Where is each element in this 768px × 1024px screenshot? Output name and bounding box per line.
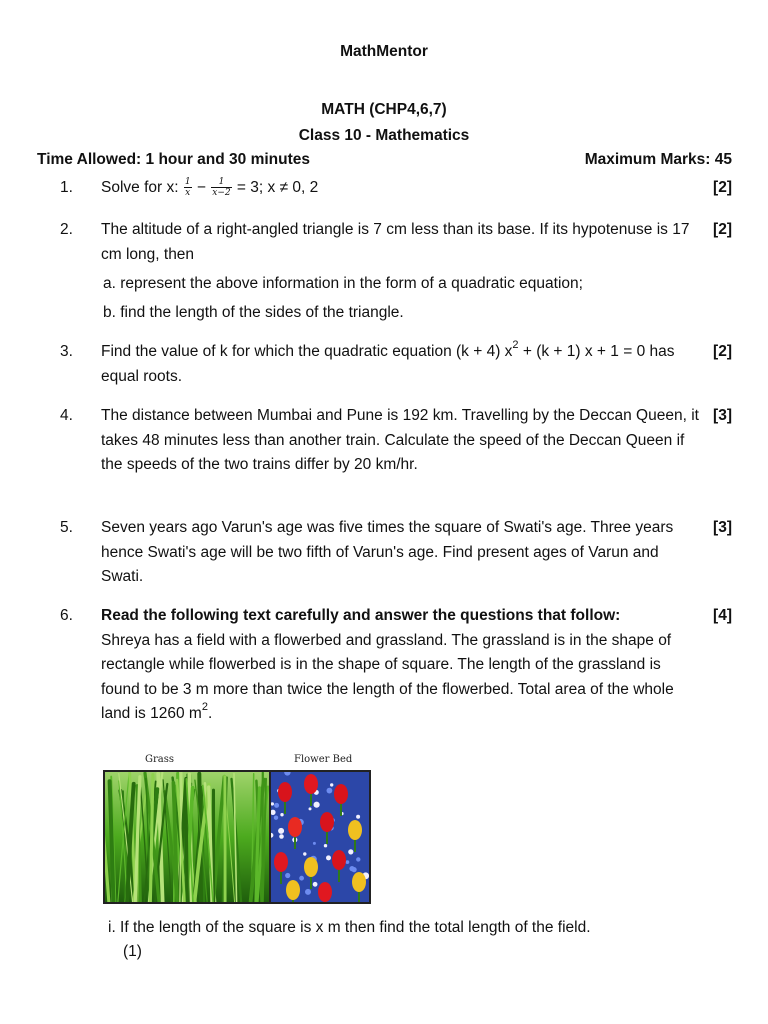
small-flower [274, 816, 278, 820]
time-allowed: Time Allowed: 1 hour and 30 minutes [37, 151, 311, 168]
fraction: $\frac{1}{x}$ [184, 177, 191, 199]
question-marks: [3] [713, 519, 732, 536]
tulip [320, 812, 334, 832]
class-line: Class 10 - Mathematics [298, 127, 470, 144]
tulip [334, 784, 348, 804]
grass-blade [186, 790, 188, 902]
small-flower [305, 889, 311, 895]
tulip [304, 774, 318, 794]
tulip-stem [326, 830, 328, 844]
tulip [348, 820, 362, 840]
question-text: The altitude of a right-angled triangle is 7 cm less than its base. If its hypotenuse is 17 cm long, then [101, 221, 690, 263]
case-study-body: Shreya has a field with a flowerbed and grassland. The grassland is in the shape of rectangle while flowerbed is in the shape of square. The length of the grassland is found to be 3 m more than twice the length of the flowerbed. Total area of the whole land is 1260 $m^2$. [101, 631, 674, 722]
small-flower [313, 882, 318, 887]
brand-title: MathMentor [340, 43, 428, 60]
tulip-stem [284, 800, 286, 814]
grass-label: Grass [145, 754, 174, 765]
tulip-stem [294, 835, 296, 849]
grass-photo [103, 770, 271, 904]
question-text: Find the value of k for which the quadratic equation (k + 4) $x^2 + (k + 1) x + 1 = 0$ has equal roots. [101, 339, 675, 385]
question-2-sub-a: a. represent the above information in the form of a quadratic equation; [103, 275, 583, 292]
maximum-marks: Maximum Marks: 45 [584, 151, 732, 168]
fraction: $\frac{1}{x-2}$ [212, 177, 231, 199]
small-flower [309, 807, 312, 810]
field-illustration [103, 754, 371, 906]
small-flower [356, 857, 360, 861]
tulip-stem [310, 792, 312, 806]
question-number: 5. [60, 519, 73, 536]
small-flower [279, 834, 284, 839]
case-study-heading: Read the following text carefully and answer the questions that follow: [101, 607, 621, 624]
small-flower [348, 849, 353, 854]
question-text [101, 604, 699, 727]
tulip [286, 880, 300, 900]
question-number: 6. [60, 607, 73, 624]
tulip [274, 852, 288, 872]
flower-bed-drawing [271, 772, 369, 902]
question-marks: [2] [713, 179, 732, 196]
question-2-sub-b: b. find the length of the sides of the triangle. [103, 304, 404, 321]
question-marks: [3] [713, 407, 732, 424]
small-flower [352, 867, 357, 872]
question-text: Solve for x: $\frac{1}{x}$ − $\frac{1}{x-2}$ = 3; x ≠ 0, 2 [101, 177, 319, 199]
tulip-stem [340, 802, 342, 816]
question-number: 3. [60, 343, 73, 360]
small-flower [346, 860, 350, 864]
flower-bed-photo [269, 770, 371, 904]
tulip [352, 872, 366, 892]
question-number: 4. [60, 407, 73, 424]
small-flower [299, 876, 304, 881]
flower-bed-label: Flower Bed [294, 754, 353, 765]
question-marks: [2] [713, 221, 732, 238]
small-flower [314, 802, 320, 808]
grass-drawing [105, 772, 269, 902]
question-text: The distance between Mumbai and Pune is 192 km. Travelling by the Deccan Queen, it takes 48 minutes less than another train. Calculate the speed of the Deccan Queen if the speeds of the two trains differ by 20 km/hr. [101, 407, 699, 473]
tulip-stem [310, 875, 312, 889]
tulip [332, 850, 346, 870]
small-flower [274, 803, 279, 808]
tulip [288, 817, 302, 837]
question-text: Seven years ago Varun's age was five times the square of Swati's age. Three years hence Swati's age will be two fifth of Varun's age. Find present ages of Varun and Swati. [101, 519, 674, 585]
tulip [304, 857, 318, 877]
question-number: 1. [60, 179, 73, 196]
tulip [278, 782, 292, 802]
paper-title: MATH (CHP4,6,7) [321, 101, 447, 118]
small-flower [356, 815, 360, 819]
question-number: 2. [60, 221, 73, 238]
small-flower [278, 828, 284, 834]
question-marks: [2] [713, 343, 732, 360]
small-flower [280, 813, 283, 816]
tulip [318, 882, 332, 902]
small-flower [313, 842, 316, 845]
question-6-sub-i: i. If the length of the square is x m then find the total length of the field. [108, 919, 591, 936]
question-6-sub-i-marks: (1) [123, 943, 142, 960]
tulip-stem [338, 868, 340, 882]
tulip-stem [280, 870, 282, 884]
tulip-stem [354, 838, 356, 852]
question-marks: [4] [713, 607, 732, 624]
small-flower [285, 873, 290, 878]
small-flower [303, 852, 306, 855]
small-flower [330, 783, 333, 786]
small-flower [326, 855, 331, 860]
small-flower [324, 844, 327, 847]
small-flower [327, 788, 333, 794]
